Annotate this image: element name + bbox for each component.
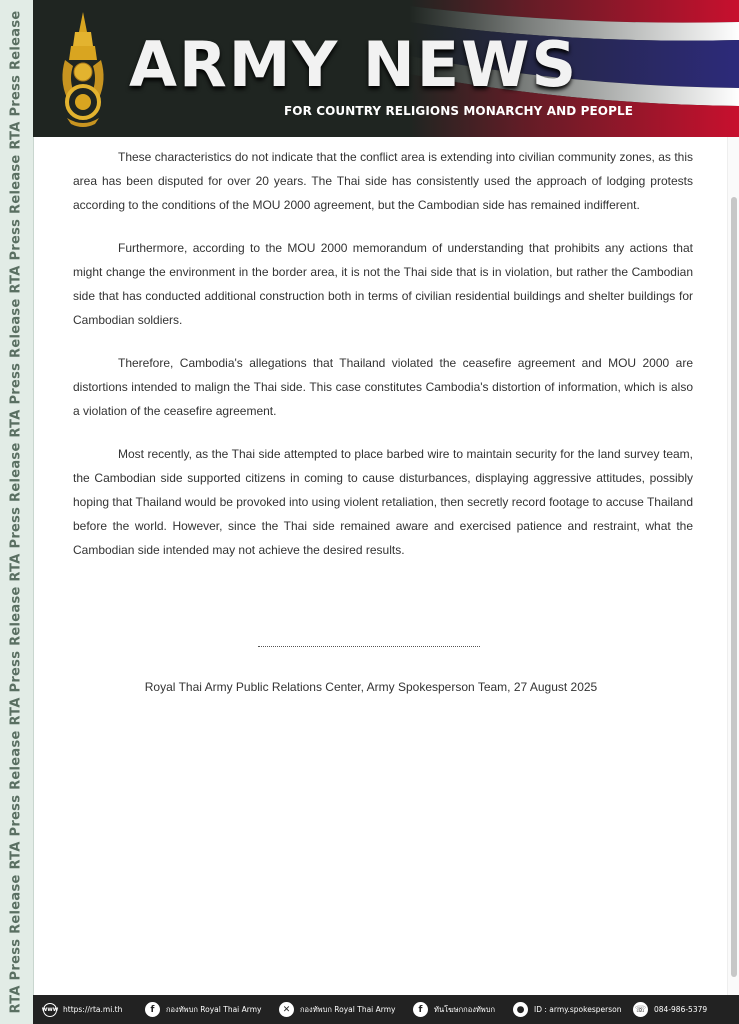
side-label: RTA Press Release RTA Press Release RTA Press Release RTA Press Release RTA Press Release RTA Press Release RTA Press Release [8,10,24,1014]
vertical-scrollbar[interactable] [727,137,739,995]
facebook-icon: f [145,1002,160,1017]
footer-phone[interactable] [633,995,707,1024]
facebook-icon: f [413,1002,428,1017]
x-icon: ✕ [279,1002,294,1017]
x-account-label[interactable]: กองทัพบก Royal Thai Army [300,1004,396,1014]
line-icon: ● [513,1002,528,1017]
website-url[interactable]: https://rta.mi.th [63,1005,123,1014]
paragraph: Therefore, Cambodia's allegations that Thailand violated the ceasefire agreement and MOU 2000 are distortions intended to malign the Thai side. This case constitutes Cambodia's distortion of information, which is also a violation of the ceasefire agreement. [73,356,693,418]
footer-website[interactable] [43,995,122,1024]
press-release-side-strip [0,0,34,1024]
paragraph: Most recently, as the Thai side attempted to place barbed wire to maintain security for the land survey team, the Cambodian side supported citizens in coming to cause disturbances, displaying aggressive attitudes, possibly hoping that Thailand would be provoked into using violent retaliation, then secretly record footage to accuse Thailand before the world. However, since the Thai side remained aware and exercised patience and restraint, what the Cambodian side intended may not achieve the desired results. [73,447,693,557]
scrollbar-thumb[interactable] [731,197,737,977]
page-title: ARMY NEWS [129,28,579,101]
facebook-spokesperson-label[interactable]: ทันโฆษกกองทัพบก [434,1004,496,1014]
footer-line[interactable] [513,995,621,1024]
paragraph: Furthermore, according to the MOU 2000 memorandum of understanding that prohibits any actions that might change the environment in the border area, it is not the Thai side that is in violation, but rather the Cambodian side that has conducted additional construction both in terms of civilian residential buildings and shelter buildings for Cambodian soldiers. [73,241,693,327]
phone-icon: ☏ [633,1002,648,1017]
header-banner [33,0,739,137]
footer-facebook[interactable] [145,995,261,1024]
header-tagline: FOR COUNTRY RELIGIONS MONARCHY AND PEOPLE [284,104,634,118]
www-icon: www [43,1003,57,1017]
footer-contact-bar [33,995,739,1024]
footer-facebook-spokesperson[interactable] [413,995,495,1024]
footer-x[interactable] [279,995,395,1024]
facebook-page-label[interactable]: กองทัพบก Royal Thai Army [166,1004,262,1014]
signature-line: Royal Thai Army Public Relations Center, Army Spokesperson Team, 27 August 2025 [144,680,598,694]
paragraph: These characteristics do not indicate that the conflict area is extending into civilian community zones, as this area has been disputed for over 20 years. The Thai side has consistently used the approach of lodging protests according to the conditions of the MOU 2000 agreement, but the Cambodian side has remained indifferent. [73,150,693,212]
press-release-body [73,145,693,581]
line-id-label[interactable]: ID : army.spokesperson [534,1005,622,1014]
phone-number[interactable]: 084-986-5379 [654,1005,708,1014]
signature-divider [258,646,480,647]
royal-thai-army-emblem-icon [57,10,109,128]
